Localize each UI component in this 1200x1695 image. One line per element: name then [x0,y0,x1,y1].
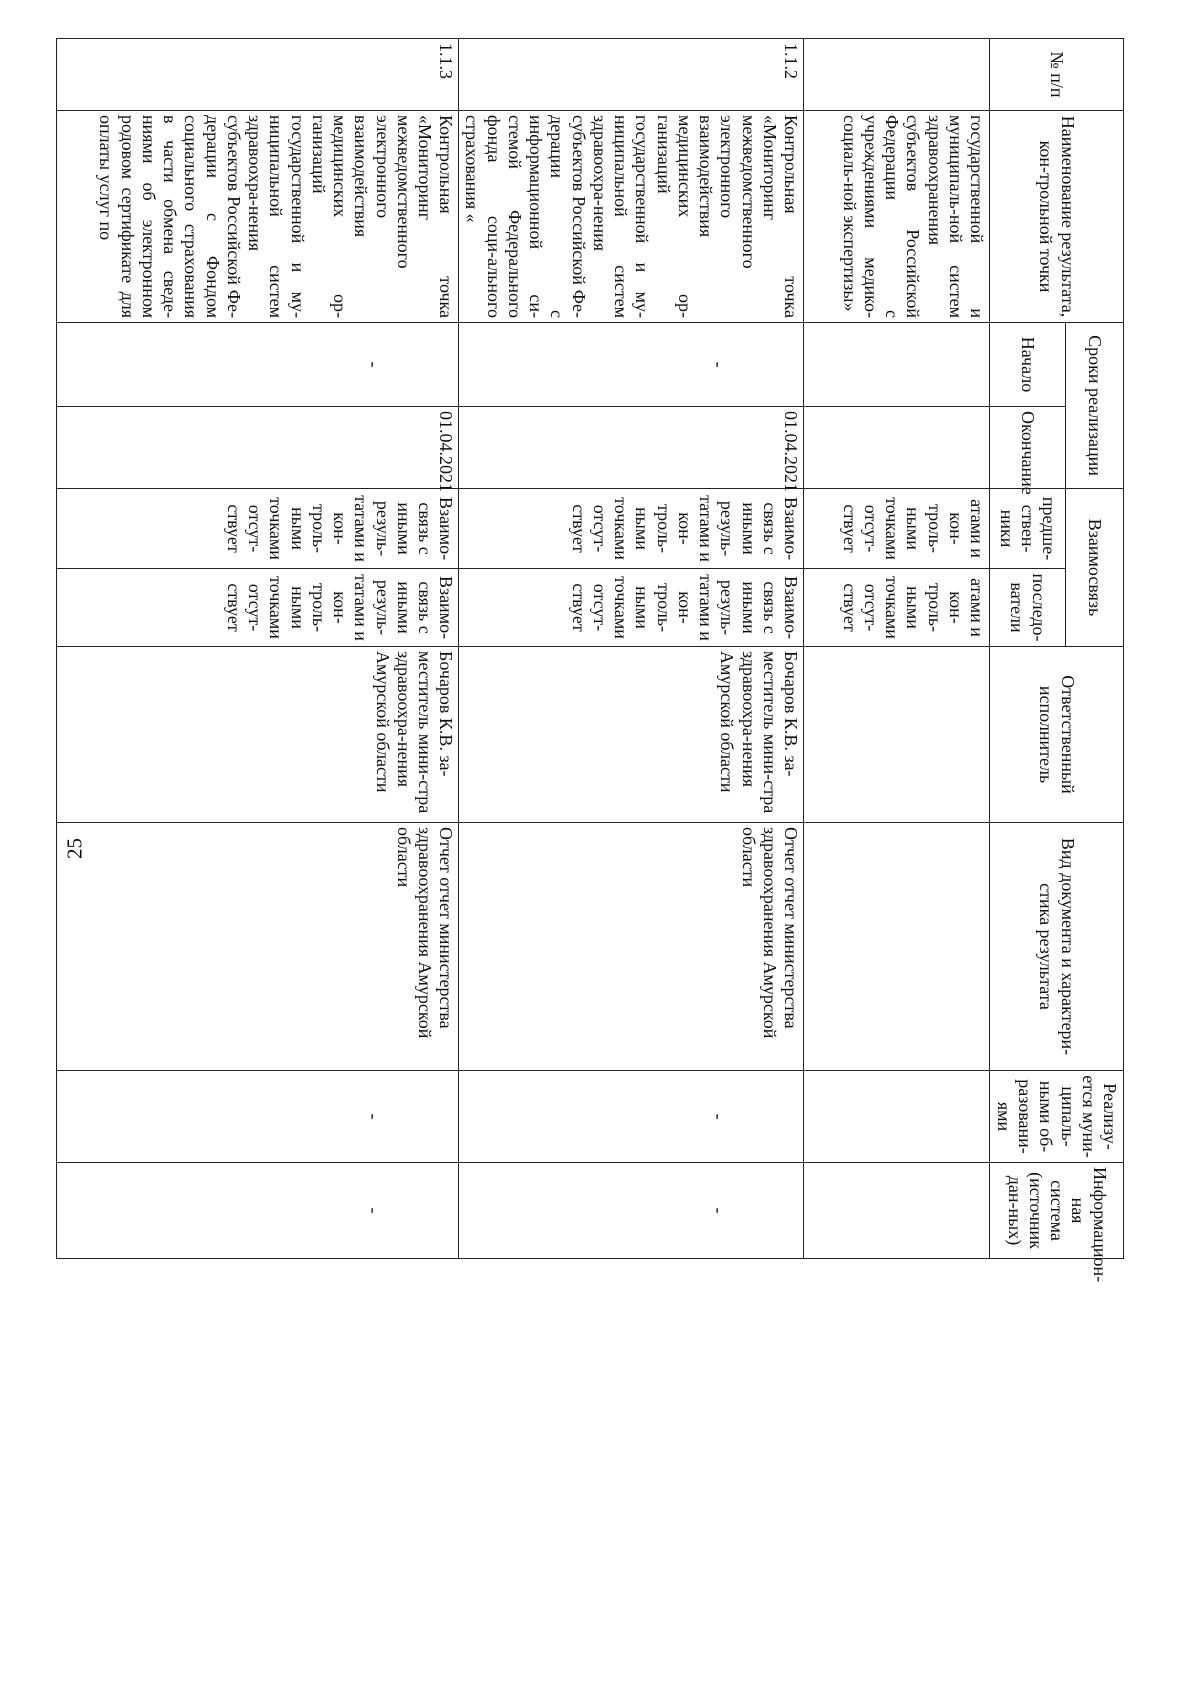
row-predecessors: Взаимо-связь с иными резуль-татами и кон-троль-ными точками отсут-ствует [57,489,459,569]
header-row-1 [1066,39,1124,1259]
row-start [804,323,990,407]
row-predecessors: Взаимо-связь с иными резуль-татами и кон-троль-ными точками отсут-ствует [459,489,804,569]
header-document: Вид документа и характери-стика результата [990,823,1124,1071]
header-responsible: Ответственный исполнитель [990,647,1124,823]
row-successors: атами и кон-троль-ными точками отсут-ствует [804,569,990,647]
header-info-system: Информацион-ная система (источник дан-ных) [990,1163,1124,1259]
header-municipal: Реализу-ется муни-ципаль-ными об-разовани-ями [990,1071,1124,1163]
row-responsible: Бочаров К.В. за-меститель мини-стра здравоохра-нения Амурской области [459,647,804,823]
table-row [459,39,804,1259]
row-info-system [804,1163,990,1259]
header-name: Наименование результата, кон-трольной точки [990,111,1124,323]
row-name: государственной и муниципаль-ной систем здравоохранения субъектов Российской Федерации с учреждениями медико-социаль-ной экспертизы» [804,111,990,323]
row-end [804,407,990,489]
row-municipal: - [57,1071,459,1163]
table-row [57,39,459,1259]
row-successors: Взаимо-связь с иными резуль-татами и кон-троль-ными точками отсут-ствует [459,569,804,647]
row-predecessors: атами и кон-троль-ными точками отсут-ствует [804,489,990,569]
row-end: 01.04.2021 [57,407,459,489]
row-num [804,39,990,111]
row-successors: Взаимо-связь с иными резуль-татами и кон-троль-ными точками отсут-ствует [57,569,459,647]
row-end: 01.04.2021 [459,407,804,489]
row-info-system: - [57,1163,459,1259]
header-terms: Сроки реализации [1066,323,1124,489]
row-name: Контрольная точка «Мониторинг межведомственного электронного взаимодействия медицинских ор-ганизаций государственной и му-ниципальной систем здравоохра-нения субъектов Российской Фе-дерации с Фондом социального страхования в части обмена сведе-ниями об электронном родовом сертификате для оплаты услуг по [57,111,459,323]
row-document: Отчет отчет министерства здравоохранения Амурской области [57,823,459,1071]
rotated-table-container [96,38,1124,1283]
header-num: № п/п [990,39,1124,111]
row-responsible [804,647,990,823]
row-document: Отчет отчет министерства здравоохранения Амурской области [459,823,804,1071]
row-name: Контрольная точка «Мониторинг межведомственного электронного взаимодействия медицинских ор-ганизаций государственной и му-ниципальной систем здравоохра-нения субъектов Российской Фе-дерации с информационной си-стемой Федерального фонда соци-ального страхования « [459,111,804,323]
header-successors: последо-ватели [990,569,1066,647]
header-start: Начало [990,323,1066,407]
header-predecessors: предше-ствен-ники [990,489,1066,569]
header-relation: Взаимосвязь [1066,489,1124,647]
row-municipal: - [459,1071,804,1163]
project-plan-table [56,38,1124,1283]
row-document [804,823,990,1071]
header-end: Окончание [990,407,1066,489]
row-num: 1.1.3 [57,39,459,111]
row-start: - [459,323,804,407]
table-row [804,39,990,1259]
page-number: 25 [62,838,87,859]
row-start: - [57,323,459,407]
row-responsible: Бочаров К.В. за-меститель мини-стра здравоохра-нения Амурской области [57,647,459,823]
row-num: 1.1.2 [459,39,804,111]
row-municipal [804,1071,990,1163]
row-info-system: - [459,1163,804,1259]
